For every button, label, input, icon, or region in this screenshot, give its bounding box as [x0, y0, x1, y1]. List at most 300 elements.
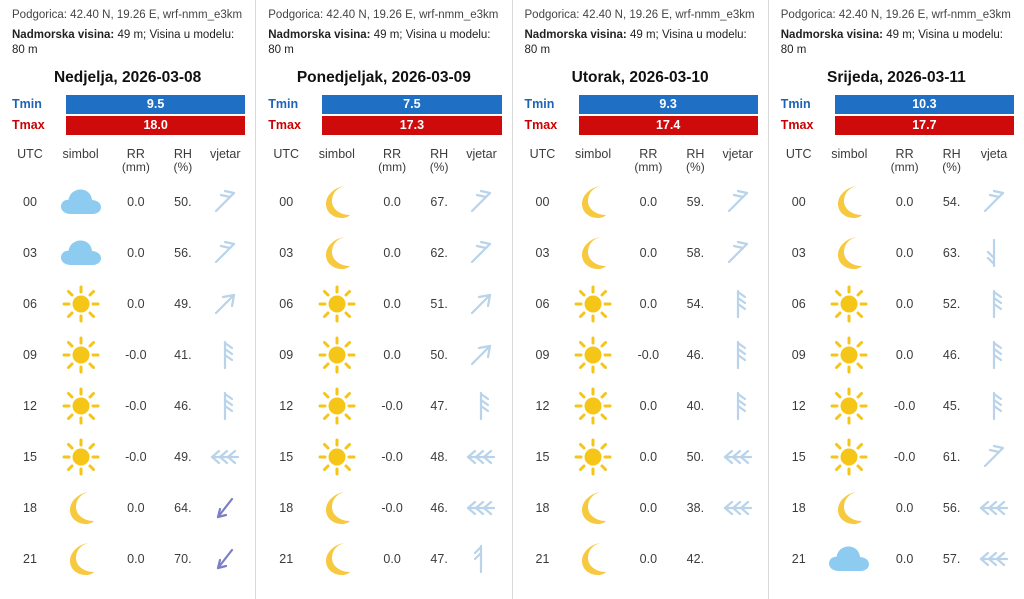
row-rr: -0.0	[125, 399, 147, 414]
row-wind	[974, 177, 1014, 228]
table-row	[779, 381, 1014, 432]
moon-icon	[820, 488, 879, 528]
sun-icon	[51, 335, 110, 375]
row-rr: 0.0	[895, 348, 914, 363]
row-rh: 70.	[174, 552, 192, 567]
row-rh: 47.	[430, 399, 448, 414]
forecast-table	[779, 145, 1014, 585]
tmin-bar	[523, 95, 758, 114]
tmin-bar	[266, 95, 501, 114]
header-rh-unit: (%)	[429, 159, 449, 174]
row-rh: 59.	[686, 195, 705, 210]
table-row	[10, 381, 245, 432]
elevation-value: 49 m;	[629, 28, 659, 41]
row-rr: 0.0	[895, 246, 914, 261]
row-wind	[461, 228, 501, 279]
wind-barb-icon	[462, 182, 500, 222]
row-symbol	[819, 534, 880, 585]
row-rr: 0.0	[639, 297, 658, 312]
row-rh: 54.	[942, 195, 961, 210]
wind-barb-icon	[719, 539, 757, 579]
header-utc: UTC	[273, 146, 300, 161]
day-title: Utorak, 2026-03-10	[571, 68, 709, 86]
wind-barb-icon	[719, 437, 757, 477]
tmax-bar	[523, 116, 758, 135]
header-rr	[367, 145, 416, 177]
row-rh: 58.	[686, 246, 705, 261]
row-symbol	[50, 432, 111, 483]
elevation-info	[12, 28, 245, 59]
tmin-value: 9.3	[579, 95, 758, 114]
tmax-value: 18.0	[66, 116, 245, 135]
row-rr: 0.0	[383, 246, 401, 261]
row-rr: 0.0	[639, 195, 658, 210]
row-symbol	[50, 330, 111, 381]
header-rr-unit: (mm)	[378, 159, 407, 174]
row-rh: 51.	[430, 297, 448, 312]
header-utc: UTC	[785, 146, 812, 161]
wind-barb-icon	[975, 539, 1013, 579]
row-rh: 38.	[686, 501, 705, 516]
table-row	[523, 330, 758, 381]
day-title: Ponedjeljak, 2026-03-09	[296, 68, 471, 86]
row-rr: 0.0	[127, 501, 145, 516]
forecast-table	[266, 145, 501, 585]
moon-icon	[51, 488, 110, 528]
table-row	[10, 483, 245, 534]
row-wind	[461, 177, 501, 228]
row-wind	[974, 483, 1014, 534]
row-utc: 09	[535, 348, 550, 363]
row-wind	[718, 432, 758, 483]
row-rr: -0.0	[893, 450, 916, 465]
model-height-value: 80 m	[268, 44, 294, 57]
row-rr: -0.0	[125, 450, 147, 465]
day-column	[768, 0, 1024, 599]
header-rr-text: RR	[895, 146, 914, 161]
row-rh: 46.	[174, 399, 192, 414]
cloud-icon	[51, 233, 110, 273]
row-symbol	[819, 330, 880, 381]
row-symbol	[819, 228, 880, 279]
wind-barb-icon	[719, 284, 757, 324]
model-height-label: Visina u modelu:	[405, 28, 491, 41]
row-utc: 21	[279, 552, 294, 567]
day-column	[0, 0, 255, 599]
row-wind	[205, 330, 245, 381]
tmax-label: Tmax	[779, 116, 835, 135]
table-row	[779, 228, 1014, 279]
row-symbol	[50, 381, 111, 432]
header-utc: UTC	[17, 146, 43, 161]
header-rr-unit: (mm)	[121, 159, 150, 174]
table-row	[523, 279, 758, 330]
moon-icon	[563, 488, 622, 528]
location-info: Podgorica: 42.40 N, 19.26 E, wrf-nmm_e3km	[268, 9, 499, 21]
table-row	[523, 483, 758, 534]
row-utc: 09	[279, 348, 294, 363]
location-info: Podgorica: 42.40 N, 19.26 E, wrf-nmm_e3km	[524, 9, 755, 21]
row-rh: 54.	[686, 297, 705, 312]
wind-barb-icon	[719, 488, 757, 528]
day-title: Nedjelja, 2026-03-08	[53, 68, 202, 86]
wind-barb-icon	[206, 182, 244, 222]
header-symbol: simbol	[575, 146, 612, 161]
row-wind	[974, 381, 1014, 432]
row-wind	[718, 483, 758, 534]
tmin-label: Tmin	[10, 95, 66, 114]
row-symbol	[819, 432, 880, 483]
table-row	[266, 177, 501, 228]
moon-icon	[51, 539, 110, 579]
row-wind	[974, 432, 1014, 483]
row-rh: 41.	[174, 348, 192, 363]
row-wind	[205, 228, 245, 279]
wind-barb-icon	[206, 233, 244, 273]
row-rh: 40.	[686, 399, 705, 414]
table-row	[266, 279, 501, 330]
row-rh: 49.	[174, 297, 192, 312]
row-rh: 46.	[942, 348, 961, 363]
row-wind	[718, 228, 758, 279]
row-rr: 0.0	[639, 246, 658, 261]
wind-barb-icon	[462, 386, 500, 426]
sun-icon	[563, 284, 622, 324]
table-row	[10, 228, 245, 279]
elevation-info	[525, 28, 758, 59]
row-rh: 50.	[686, 450, 705, 465]
row-rh: 50.	[430, 348, 448, 363]
row-symbol	[50, 483, 111, 534]
tmax-bar	[266, 116, 501, 135]
location-info: Podgorica: 42.40 N, 19.26 E, wrf-nmm_e3km	[12, 9, 243, 21]
elevation-label: Nadmorska visina:	[268, 28, 371, 41]
header-rr-unit: (mm)	[634, 159, 663, 174]
sun-icon	[820, 335, 879, 375]
tmax-value: 17.7	[835, 116, 1014, 135]
sun-icon	[563, 335, 622, 375]
wind-barb-icon	[462, 233, 500, 273]
row-symbol	[306, 381, 367, 432]
row-wind	[461, 483, 501, 534]
table-row	[266, 228, 501, 279]
row-rr: 0.0	[127, 246, 145, 261]
header-wind: vjetar	[466, 146, 497, 161]
tmin-value: 7.5	[322, 95, 501, 114]
row-symbol	[562, 330, 623, 381]
row-symbol	[50, 279, 111, 330]
row-wind	[461, 432, 501, 483]
header-rr	[111, 145, 160, 177]
row-rr: 0.0	[895, 552, 914, 567]
row-wind	[461, 330, 501, 381]
header-rr	[880, 145, 929, 177]
row-utc: 03	[535, 246, 550, 261]
row-rh: 61.	[942, 450, 961, 465]
table-row	[266, 534, 501, 585]
row-utc: 06	[279, 297, 294, 312]
tmax-value: 17.3	[322, 116, 501, 135]
cloud-icon	[820, 539, 879, 579]
wind-barb-icon	[206, 488, 244, 528]
header-rr-unit: (mm)	[890, 159, 919, 174]
moon-icon	[307, 233, 366, 273]
row-symbol	[306, 228, 367, 279]
day-title: Srijeda, 2026-03-11	[827, 68, 966, 86]
row-rr: 0.0	[895, 501, 914, 516]
row-symbol	[306, 330, 367, 381]
row-wind	[461, 534, 501, 585]
header-rh-text: RH	[173, 146, 192, 161]
row-wind	[718, 330, 758, 381]
wind-barb-icon	[206, 284, 244, 324]
row-utc: 06	[535, 297, 550, 312]
row-utc: 12	[791, 399, 806, 414]
row-symbol	[306, 279, 367, 330]
row-utc: 06	[791, 297, 806, 312]
table-row	[10, 534, 245, 585]
elevation-value: 49 m;	[117, 28, 147, 41]
row-wind	[974, 330, 1014, 381]
elevation-info	[781, 28, 1014, 59]
moon-icon	[307, 488, 366, 528]
table-row	[266, 330, 501, 381]
row-utc: 12	[279, 399, 294, 414]
row-wind	[718, 279, 758, 330]
moon-icon	[820, 182, 879, 222]
header-utc: UTC	[529, 146, 556, 161]
row-rh: 47.	[430, 552, 448, 567]
wind-barb-icon	[206, 539, 244, 579]
tmin-label: Tmin	[266, 95, 322, 114]
forecast-table	[10, 145, 245, 585]
table-row	[779, 432, 1014, 483]
table-row	[266, 483, 501, 534]
header-wind: vjetar	[722, 146, 754, 161]
wind-barb-icon	[719, 335, 757, 375]
row-utc: 06	[23, 297, 37, 312]
model-height-label: Visina u modelu:	[661, 28, 747, 41]
row-rr: 0.0	[895, 195, 914, 210]
row-wind	[974, 534, 1014, 585]
header-rh	[673, 145, 718, 177]
wind-barb-icon	[206, 437, 244, 477]
row-utc: 21	[535, 552, 550, 567]
row-rh: 52.	[942, 297, 961, 312]
wind-barb-icon	[975, 437, 1013, 477]
row-utc: 12	[23, 399, 37, 414]
header-rr-text: RR	[639, 146, 658, 161]
wind-barb-icon	[975, 182, 1013, 222]
tmin-bar	[779, 95, 1014, 114]
tmax-label: Tmax	[10, 116, 66, 135]
table-row	[523, 432, 758, 483]
row-utc: 18	[23, 501, 37, 516]
header-symbol: simbol	[62, 146, 99, 161]
row-rr: -0.0	[381, 501, 403, 516]
sun-icon	[307, 335, 366, 375]
model-height-value: 80 m	[780, 44, 807, 57]
row-rh: 64.	[174, 501, 192, 516]
row-wind	[205, 381, 245, 432]
row-wind	[205, 534, 245, 585]
wind-barb-icon	[206, 386, 244, 426]
table-row	[779, 534, 1014, 585]
row-wind	[205, 177, 245, 228]
row-wind	[461, 381, 501, 432]
row-utc: 03	[23, 246, 37, 261]
row-wind	[205, 279, 245, 330]
row-rr: -0.0	[381, 399, 403, 414]
table-row	[779, 279, 1014, 330]
moon-icon	[563, 182, 622, 222]
model-height-label: Visina u modelu:	[918, 28, 1003, 41]
model-height-value: 80 m	[12, 44, 38, 57]
row-utc: 18	[279, 501, 294, 516]
row-rr: -0.0	[381, 450, 403, 465]
model-height-label: Visina u modelu:	[149, 28, 235, 41]
wind-barb-icon	[719, 182, 757, 222]
row-symbol	[819, 381, 880, 432]
row-symbol	[306, 432, 367, 483]
sun-icon	[307, 284, 366, 324]
wind-barb-icon	[462, 437, 500, 477]
row-symbol	[562, 228, 623, 279]
sun-icon	[51, 284, 110, 324]
sun-icon	[307, 437, 366, 477]
row-utc: 00	[791, 195, 806, 210]
wind-barb-icon	[462, 335, 500, 375]
wind-barb-icon	[206, 335, 244, 375]
header-rh-unit: (%)	[173, 159, 193, 174]
table-row	[266, 432, 501, 483]
row-rh: 46.	[430, 501, 448, 516]
row-rh: 48.	[430, 450, 448, 465]
row-wind	[205, 483, 245, 534]
sun-icon	[820, 386, 879, 426]
row-wind	[205, 432, 245, 483]
elevation-label: Nadmorska visina:	[524, 28, 627, 41]
table-row	[779, 177, 1014, 228]
moon-icon	[820, 233, 879, 273]
model-height-value: 80 m	[524, 44, 551, 57]
row-utc: 12	[535, 399, 550, 414]
row-symbol	[50, 228, 111, 279]
row-wind	[718, 381, 758, 432]
row-rr: 0.0	[127, 195, 145, 210]
row-rr: 0.0	[639, 552, 658, 567]
tmax-bar	[10, 116, 245, 135]
moon-icon	[307, 182, 366, 222]
row-utc: 03	[279, 246, 294, 261]
table-row	[779, 483, 1014, 534]
sun-icon	[563, 437, 622, 477]
table-row	[10, 330, 245, 381]
sun-icon	[51, 386, 110, 426]
row-symbol	[306, 177, 367, 228]
table-row	[523, 177, 758, 228]
row-utc: 09	[23, 348, 37, 363]
row-rr: -0.0	[125, 348, 147, 363]
row-symbol	[819, 279, 880, 330]
header-rh	[161, 145, 206, 177]
header-rh	[417, 145, 462, 177]
row-utc: 18	[791, 501, 806, 516]
table-row	[523, 534, 758, 585]
header-rh	[929, 145, 974, 177]
row-wind	[718, 177, 758, 228]
row-rh: 57.	[942, 552, 961, 567]
row-rr: 0.0	[383, 348, 401, 363]
table-row	[10, 279, 245, 330]
row-symbol	[562, 279, 623, 330]
row-symbol	[306, 483, 367, 534]
header-symbol: simbol	[831, 146, 868, 161]
row-utc: 15	[23, 450, 37, 465]
moon-icon	[307, 539, 366, 579]
row-symbol	[50, 177, 111, 228]
tmax-bar	[779, 116, 1014, 135]
row-rh: 49.	[174, 450, 192, 465]
row-symbol	[562, 381, 623, 432]
table-row	[10, 432, 245, 483]
row-symbol	[819, 483, 880, 534]
row-rr: 0.0	[127, 297, 145, 312]
row-rh: 62.	[430, 246, 448, 261]
tmax-value: 17.4	[579, 116, 758, 135]
row-wind	[461, 279, 501, 330]
header-wind: vjetar	[209, 146, 241, 161]
row-symbol	[50, 534, 111, 585]
header-wind: vjeta	[980, 146, 1008, 161]
header-rh-unit: (%)	[942, 159, 961, 174]
header-rr	[624, 145, 673, 177]
wind-barb-icon	[975, 284, 1013, 324]
header-rh-text: RH	[942, 146, 961, 161]
wind-barb-icon	[462, 539, 500, 579]
wind-barb-icon	[462, 284, 500, 324]
row-rr: 0.0	[639, 399, 658, 414]
sun-icon	[307, 386, 366, 426]
row-rr: 0.0	[383, 195, 401, 210]
row-rr: 0.0	[639, 501, 658, 516]
sun-icon	[51, 437, 110, 477]
row-symbol	[562, 432, 623, 483]
elevation-value: 49 m;	[373, 28, 403, 41]
wind-barb-icon	[462, 488, 500, 528]
tmin-label: Tmin	[779, 95, 835, 114]
sun-icon	[820, 437, 879, 477]
row-symbol	[819, 177, 880, 228]
wind-barb-icon	[975, 386, 1013, 426]
row-utc: 15	[791, 450, 806, 465]
forecast-table	[523, 145, 758, 585]
header-rr-text: RR	[383, 146, 402, 161]
tmin-label: Tmin	[523, 95, 579, 114]
row-wind	[974, 228, 1014, 279]
elevation-info	[268, 28, 501, 59]
header-rh-text: RH	[430, 146, 449, 161]
row-rh: 56.	[942, 501, 961, 516]
row-symbol	[562, 483, 623, 534]
header-symbol: simbol	[318, 146, 355, 161]
location-info: Podgorica: 42.40 N, 19.26 E, wrf-nmm_e3km	[780, 9, 1011, 21]
elevation-label: Nadmorska visina:	[12, 28, 115, 41]
row-utc: 15	[279, 450, 294, 465]
row-rr: 0.0	[895, 297, 914, 312]
wind-barb-icon	[719, 386, 757, 426]
sun-icon	[563, 386, 622, 426]
